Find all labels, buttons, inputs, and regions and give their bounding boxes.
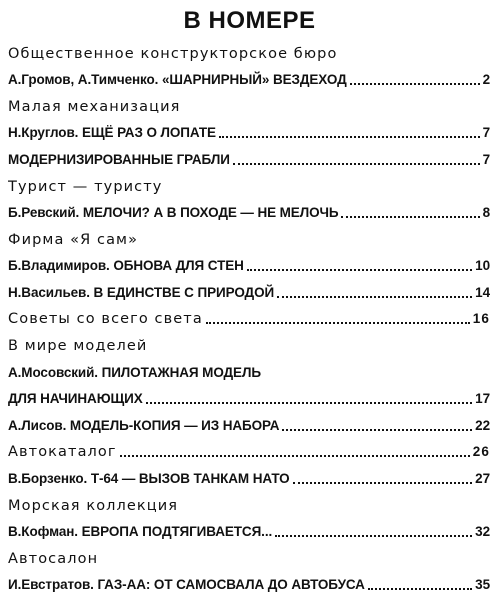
page-number: 10 (475, 258, 490, 273)
dot-leader (282, 429, 472, 431)
entry-title: Н.Круглов. ЕЩЁ РАЗ О ЛОПАТЕ (8, 125, 216, 140)
page-number: 35 (475, 577, 490, 592)
toc-entry (8, 144, 490, 170)
page-number: 26 (472, 444, 490, 459)
page-number: 2 (482, 72, 490, 87)
section-title: Фирма «Я сам» (8, 232, 139, 248)
page-number: 27 (475, 471, 490, 486)
page-title: В НОМЕРЕ (183, 7, 316, 34)
dot-leader (120, 455, 470, 457)
page-number: 32 (475, 524, 490, 539)
entry-title: И.Евстратов. ГАЗ-АА: ОТ САМОСВАЛА ДО АВТОБУСА (8, 577, 365, 592)
toc-entry (8, 197, 490, 223)
dot-leader (341, 216, 479, 218)
dot-leader (219, 136, 480, 138)
section-title: Автокаталог (8, 444, 117, 460)
toc-entry (8, 463, 490, 489)
page-number: 17 (475, 391, 490, 406)
page-number: 14 (475, 285, 490, 300)
toc-section-heading (8, 224, 490, 250)
toc-entry (8, 383, 490, 409)
toc-section-heading (8, 171, 490, 197)
entry-title: В.Кофман. ЕВРОПА ПОДТЯГИВАЕТСЯ... (8, 524, 273, 539)
toc-entry (8, 410, 490, 436)
dot-leader (277, 296, 472, 298)
dot-leader (293, 482, 473, 484)
dot-leader (233, 163, 480, 165)
section-title: Автосалон (8, 551, 99, 567)
entry-title: А.Лисов. МОДЕЛЬ-КОПИЯ — ИЗ НАБОРА (8, 418, 280, 433)
toc-section-heading (8, 330, 490, 356)
page-number: 7 (482, 125, 490, 140)
entry-title: Б.Владимиров. ОБНОВА ДЛЯ СТЕН (8, 258, 244, 273)
toc-entry (8, 117, 490, 143)
entry-title: МОДЕРНИЗИРОВАННЫЕ ГРАБЛИ (8, 152, 230, 167)
section-title: Турист — туристу (8, 179, 163, 195)
dot-leader (206, 322, 470, 324)
page-number: 7 (482, 152, 490, 167)
entry-title: Б.Ревский. МЕЛОЧИ? А В ПОХОДЕ — НЕ МЕЛОЧЬ (8, 205, 339, 220)
dot-leader (368, 588, 472, 590)
toc-section-heading (8, 38, 490, 64)
section-title: Малая механизация (8, 99, 181, 115)
toc-entry (8, 64, 490, 90)
toc-entry (8, 250, 490, 276)
section-title: Морская коллекция (8, 498, 179, 514)
dot-leader (275, 535, 472, 537)
toc-entry (8, 569, 490, 595)
toc-section-heading (8, 490, 490, 516)
section-title: Советы со всего света (8, 311, 203, 327)
entry-title: В.Борзенко. Т-64 — ВЫЗОВ ТАНКАМ НАТО (8, 471, 290, 486)
toc-entry (8, 516, 490, 542)
dot-leader (247, 269, 472, 271)
toc-entry (8, 277, 490, 303)
dot-leader (146, 402, 472, 404)
page-number: 8 (482, 205, 490, 220)
toc-entry (8, 357, 490, 383)
section-title: Общественное конструкторское бюро (8, 46, 338, 62)
page-number: 16 (472, 311, 490, 326)
section-title: В мире моделей (8, 338, 148, 354)
entry-title: ДЛЯ НАЧИНАЮЩИХ (8, 391, 143, 406)
entry-title: А.Громов, А.Тимченко. «ШАРНИРНЫЙ» ВЕЗДЕХОД (8, 72, 347, 87)
entry-title: Н.Васильев. В ЕДИНСТВЕ С ПРИРОДОЙ (8, 285, 275, 300)
toc-section-heading (8, 91, 490, 117)
toc-section-heading (8, 303, 490, 329)
toc-section-heading (8, 436, 490, 462)
entry-title: А.Мосовский. ПИЛОТАЖНАЯ МОДЕЛЬ (8, 365, 261, 380)
dot-leader (350, 83, 480, 85)
page-number: 22 (475, 418, 490, 433)
toc-section-heading (8, 543, 490, 569)
